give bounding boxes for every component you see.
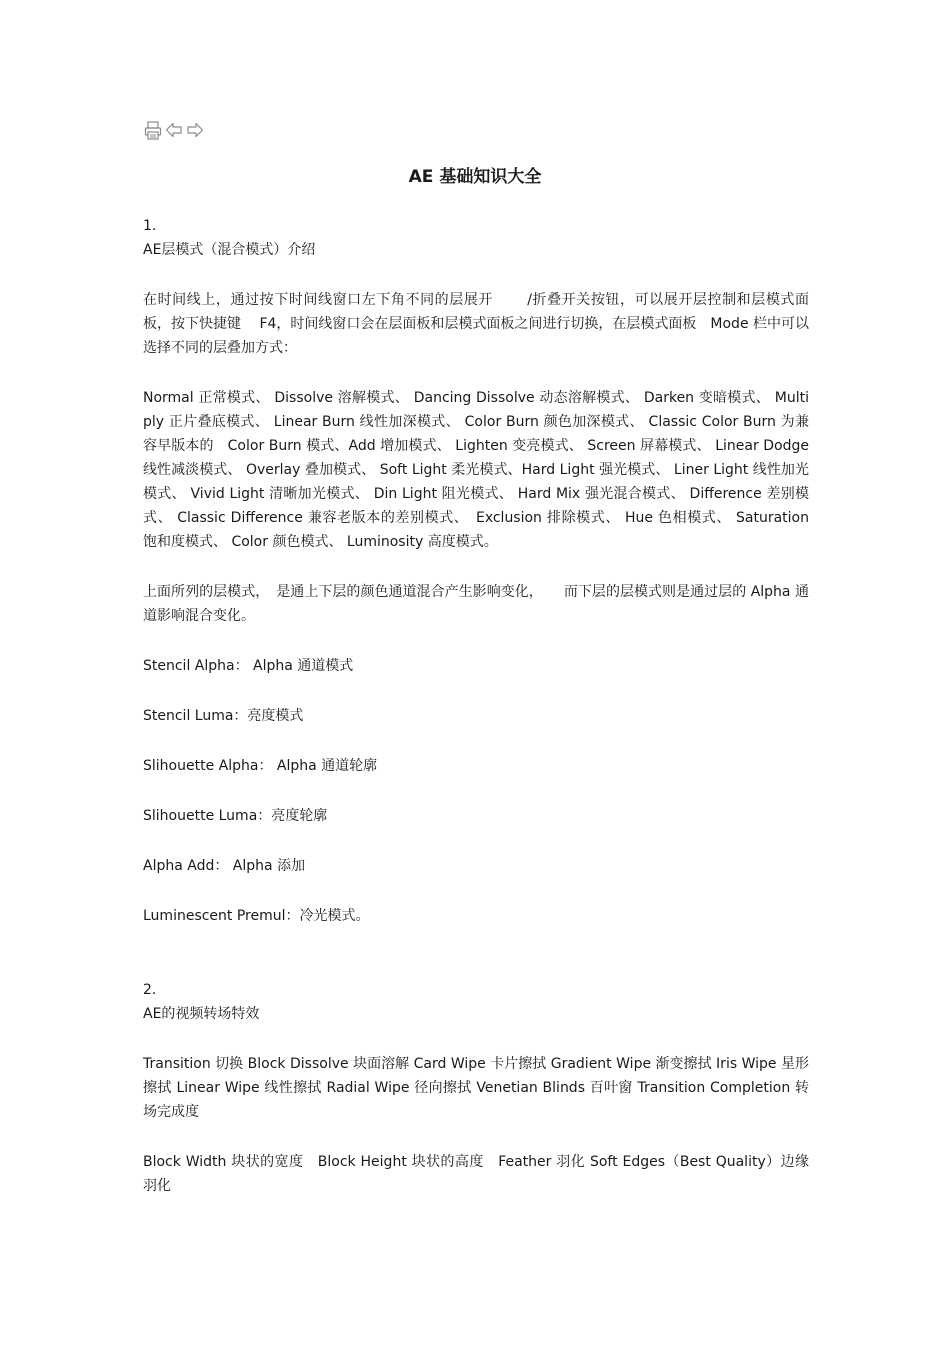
- mode-item: Luminescent Premul：冷光模式。: [143, 908, 370, 924]
- arrow-right-icon[interactable]: [185, 120, 204, 140]
- printer-icon[interactable]: [143, 120, 162, 140]
- section-2: [143, 978, 809, 1198]
- mode-item: Slihouette Luma：亮度轮廓: [143, 808, 328, 824]
- document-body: [143, 214, 809, 1198]
- transition-parameters: Block Width 块状的宽度 Block Height 块状的高度 Feather 羽化 Soft Edges（Best Quality）边缘羽化: [143, 1154, 809, 1194]
- section-1: [143, 214, 809, 928]
- section-intro: 在时间线上，通过按下时间线窗口左下角不同的层展开 /折叠开关按钮，可以展开层控制和层模式面板，按下快捷键 F4，时间线窗口会在层面板和层模式面板之间进行切换，在层模式面板 Mode 栏中可以选择不同的层叠加方式：: [143, 292, 810, 356]
- section-note: 上面所列的层模式， 是通上下层的颜色通道混合产生影响变化， 而下层的层模式则是通过层的 Alpha 通道影响混合变化。: [143, 584, 809, 624]
- page-title: AE 基础知识大全: [408, 167, 542, 187]
- transition-effects: Transition 切换 Block Dissolve 块面溶解 Card Wipe 卡片擦拭 Gradient Wipe 渐变擦拭 Iris Wipe 星形擦拭 Linear Wipe 线性擦拭 Radial Wipe 径向擦拭 Venetian Blinds 百叶窗 Transition Completion 转场完成度: [143, 1056, 809, 1120]
- mode-item: Slihouette Alpha： Alpha 通道轮廓: [143, 758, 378, 774]
- mode-item: Stencil Alpha： Alpha 通道模式: [143, 658, 354, 674]
- section-number: 2.: [143, 982, 157, 998]
- mode-item: Stencil Luma：亮度模式: [143, 708, 304, 724]
- toolbar: [143, 119, 204, 141]
- arrow-left-icon[interactable]: [164, 120, 183, 140]
- section-heading: AE层模式（混合模式）介绍: [143, 242, 316, 258]
- section-heading: AE的视频转场特效: [143, 1006, 260, 1022]
- blend-modes-list: Normal 正常模式、 Dissolve 溶解模式、 Dancing Dissolve 动态溶解模式、 Darken 变暗模式、 Multiply 正片叠底模式、 Linear Burn 线性加深模式、 Color Burn 颜色加深模式、 Classic Color Burn 为兼容早版本的 Color Burn 模式、Add 增加模式、 Lighten 变亮模式、 Screen 屏幕模式、 Linear Dodge 线性减淡模式、 Overlay 叠加模式、 Soft Light 柔光模式、Hard Light 强光模式、 Liner Light 线性加光模式、 Vivid Light 清晰加光模式、 Din Light 阻光模式、 Hard Mix 强光混合模式、 Difference 差别模式、 Classic Difference 兼容老版本的差别模式、 Exclusion 排除模式、 Hue 色相模式、 Saturation 饱和度模式、 Color 颜色模式、 Luminosity 高度模式。: [143, 390, 809, 550]
- mode-item: Alpha Add： Alpha 添加: [143, 858, 306, 874]
- section-number: 1.: [143, 218, 157, 234]
